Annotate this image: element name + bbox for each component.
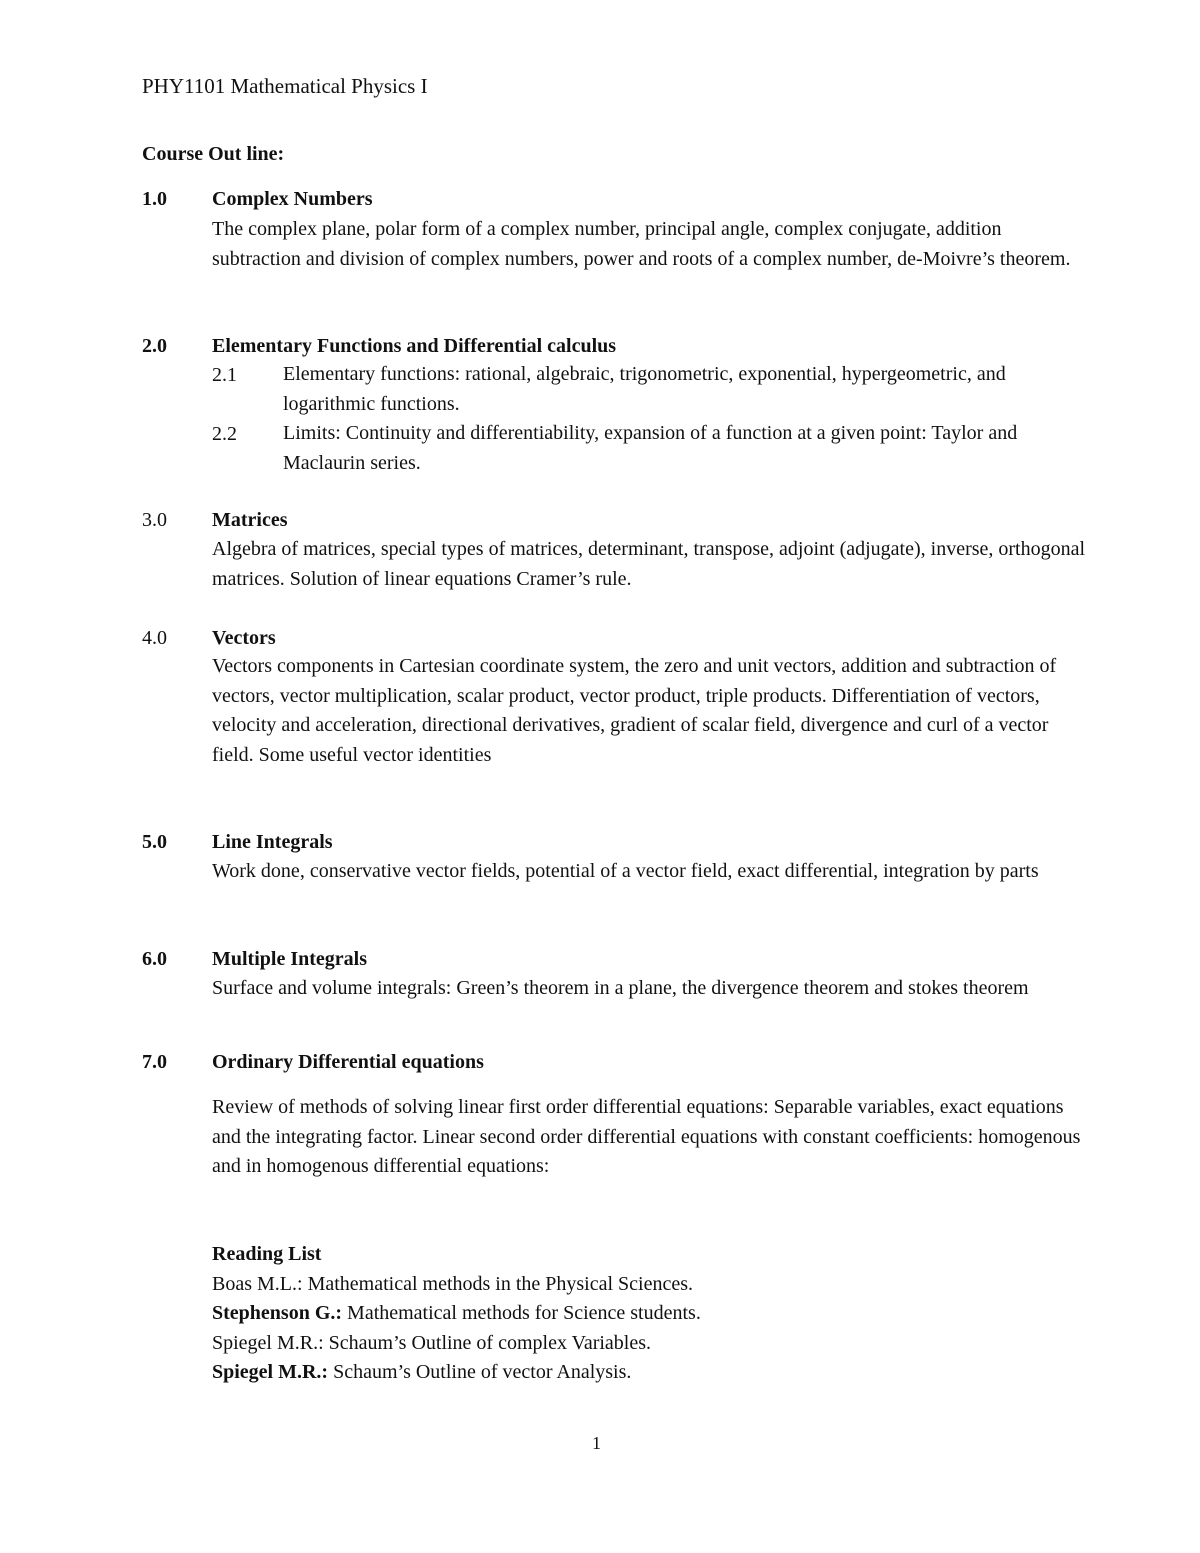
page-number: 1 bbox=[592, 1433, 601, 1453]
reading-list-title: Reading List bbox=[212, 1243, 322, 1265]
section-4-number: 4.0 bbox=[142, 627, 167, 649]
reading-list-author: Spiegel M.R.: bbox=[212, 1361, 329, 1383]
reading-list-author: Boas M.L.: bbox=[212, 1272, 303, 1295]
subsection-2-2-number: 2.2 bbox=[212, 423, 237, 445]
reading-list-item bbox=[212, 1358, 701, 1388]
section-1-title: Complex Numbers bbox=[212, 188, 373, 210]
reading-list-work: Schaum’s Outline of vector Analysis. bbox=[328, 1361, 632, 1383]
reading-list-author: Stephenson G.: bbox=[212, 1302, 343, 1324]
reading-list-author: Spiegel M.R.: bbox=[212, 1331, 324, 1354]
section-6-number: 6.0 bbox=[142, 948, 167, 970]
reading-list-work: Mathematical methods in the Physical Sciences. bbox=[302, 1272, 694, 1295]
reading-list-item bbox=[212, 1299, 701, 1329]
reading-list-item bbox=[212, 1329, 701, 1359]
section-5-title: Line Integrals bbox=[212, 831, 333, 853]
section-3-body: Algebra of matrices, special types of matrices, determinant, transpose, adjoint (adjugate), inverse, orthogonal matrices. Solution of linear equations Cramer’s rule. bbox=[212, 538, 1086, 590]
subsection-2-2-body: Limits: Continuity and differentiability, expansion of a function at a given point: Taylor and Maclaurin series. bbox=[283, 422, 1018, 474]
section-7-title: Ordinary Differential equations bbox=[212, 1051, 484, 1073]
section-4-title: Vectors bbox=[212, 627, 276, 649]
section-6-body: Surface and volume integrals: Green’s theorem in a plane, the divergence theorem and stokes theorem bbox=[212, 977, 1029, 999]
section-2-title: Elementary Functions and Differential calculus bbox=[212, 335, 617, 357]
section-5-body: Work done, conservative vector fields, potential of a vector field, exact differential, integration by parts bbox=[212, 860, 1039, 882]
section-5-number: 5.0 bbox=[142, 831, 167, 853]
reading-list-work: Schaum’s Outline of complex Variables. bbox=[323, 1331, 652, 1354]
section-1-body: The complex plane, polar form of a complex number, principal angle, complex conjugate, addition subtraction and division of complex numbers, power and roots of a complex number, de-Moivre’s theorem. bbox=[212, 218, 1071, 270]
subsection-2-1-number: 2.1 bbox=[212, 364, 237, 386]
section-4-body: Vectors components in Cartesian coordinate system, the zero and unit vectors, addition and subtraction of vectors, vector multiplication, scalar product, vector product, triple products. Differentiation of vectors, velocity and acceleration, directional derivatives, gradient of scalar field, divergence and curl of a vector field. Some useful vector identities bbox=[212, 655, 1057, 766]
section-7-number: 7.0 bbox=[142, 1051, 167, 1073]
section-3-title: Matrices bbox=[212, 509, 288, 531]
reading-list bbox=[212, 1240, 701, 1388]
section-1-number: 1.0 bbox=[142, 188, 167, 210]
outline-heading: Course Out line: bbox=[142, 143, 285, 165]
section-2-number: 2.0 bbox=[142, 335, 167, 357]
section-6-title: Multiple Integrals bbox=[212, 948, 367, 970]
section-3-number: 3.0 bbox=[142, 509, 167, 531]
reading-list-item bbox=[212, 1270, 701, 1300]
reading-list-work: Mathematical methods for Science students. bbox=[342, 1302, 701, 1324]
subsection-2-1-body: Elementary functions: rational, algebraic, trigonometric, exponential, hypergeometric, and logarithmic functions. bbox=[283, 363, 1006, 415]
course-title: PHY1101 Mathematical Physics I bbox=[142, 74, 428, 98]
section-7-body: Review of methods of solving linear first order differential equations: Separable variables, exact equations and the integrating factor. Linear second order differential equations with constant coefficients: homogenous and in homogenous differential equations: bbox=[212, 1096, 1081, 1177]
